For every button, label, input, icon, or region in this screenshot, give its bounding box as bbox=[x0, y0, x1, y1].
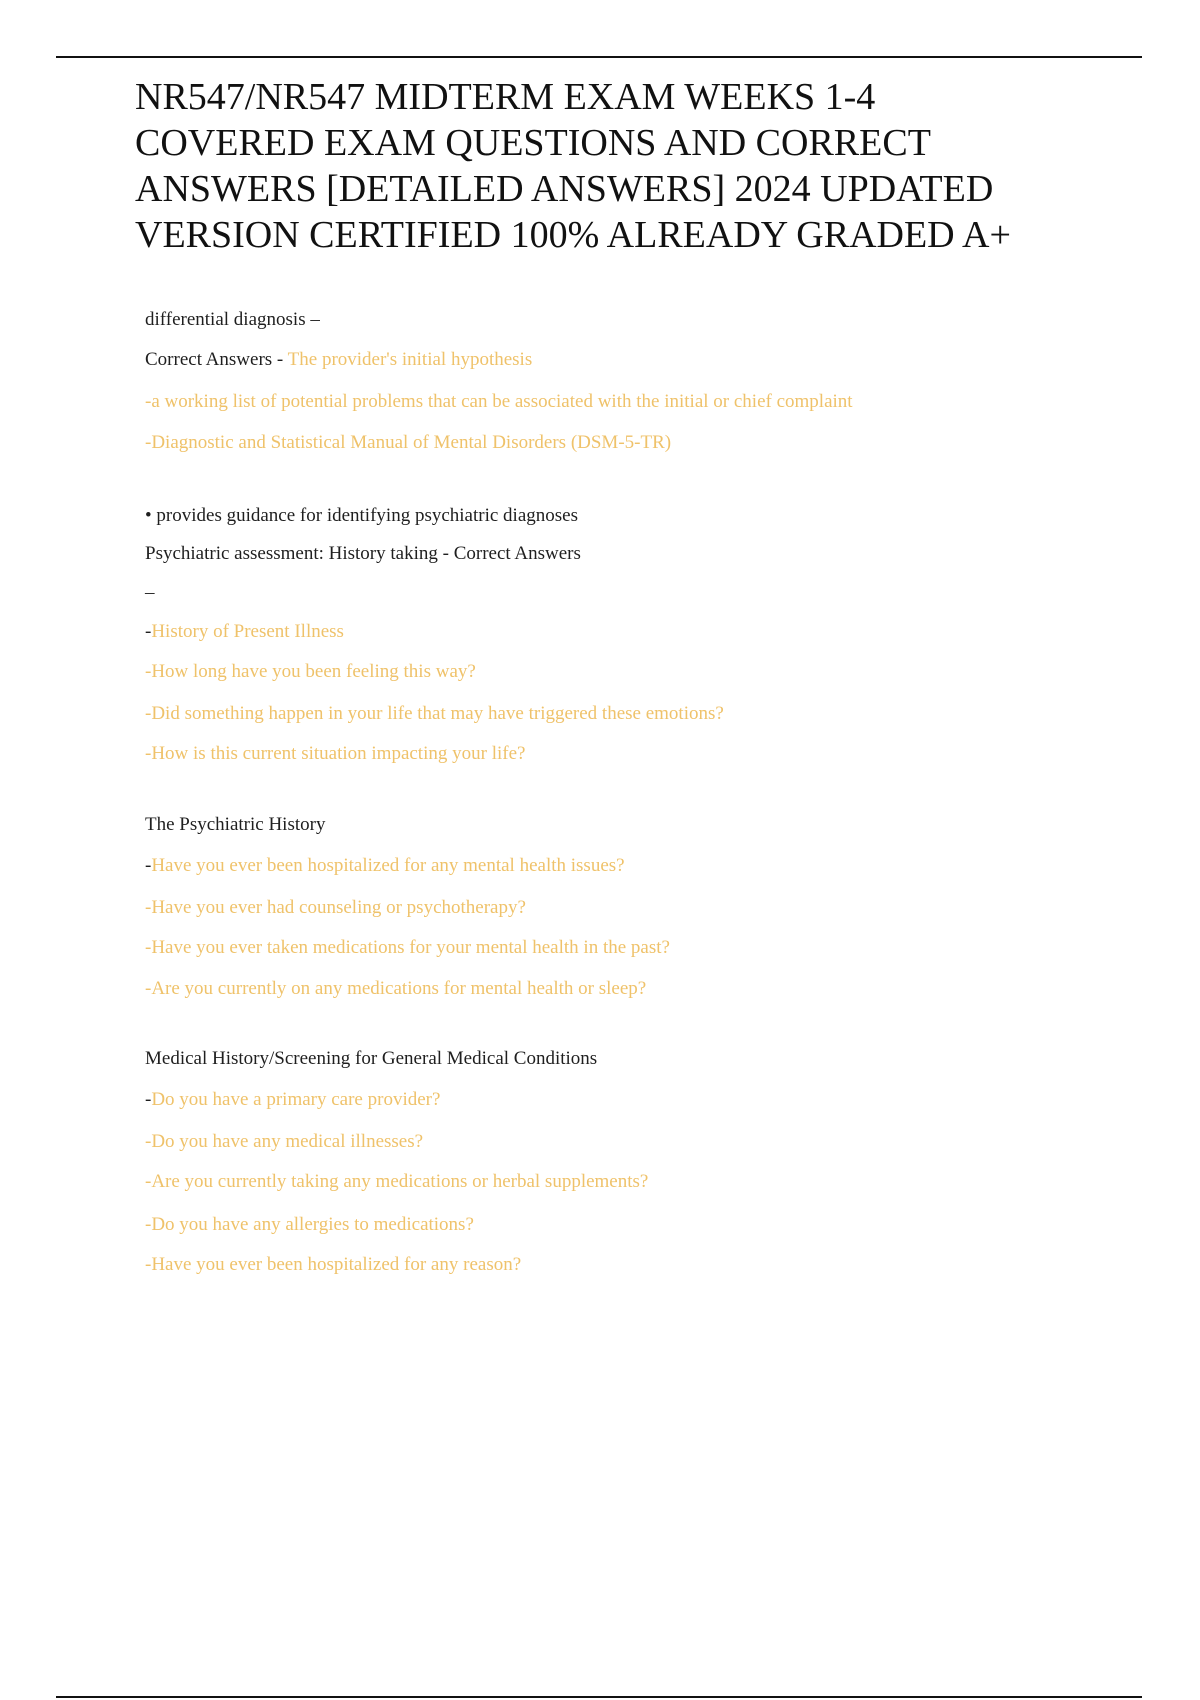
answer-text: Have you ever been hospitalized for any mental health issues? bbox=[151, 855, 625, 876]
answer-line bbox=[145, 854, 625, 878]
answer-text: -Did something happen in your life that may have triggered these emotions? bbox=[145, 703, 724, 724]
answer-text: -Are you currently taking any medications or herbal supplements? bbox=[145, 1171, 649, 1192]
answer-text: The provider's initial hypothesis bbox=[287, 349, 533, 370]
document-title bbox=[135, 74, 1145, 258]
answer-line bbox=[145, 348, 532, 372]
answer-text: -How long have you been feeling this way? bbox=[145, 661, 476, 682]
answer-text: -Have you ever been hospitalized for any reason? bbox=[145, 1254, 522, 1275]
answer-line bbox=[145, 620, 344, 644]
answer-text: -Have you ever had counseling or psychotherapy? bbox=[145, 897, 526, 918]
question-history-taking: Psychiatric assessment: History taking - Correct Answers bbox=[145, 543, 581, 564]
dash-marker: - bbox=[145, 855, 152, 876]
answer-text: Do you have a primary care provider? bbox=[151, 1089, 441, 1110]
section-heading-psychiatric-history: The Psychiatric History bbox=[145, 814, 326, 835]
title-line: VERSION CERTIFIED 100% ALREADY GRADED A+ bbox=[135, 214, 1011, 256]
title-line: ANSWERS [DETAILED ANSWERS] 2024 UPDATED bbox=[135, 168, 994, 210]
answer-text: -Have you ever taken medications for your mental health in the past? bbox=[145, 937, 670, 958]
answer-text: -Are you currently on any medications for mental health or sleep? bbox=[145, 978, 647, 999]
title-line: NR547/NR547 MIDTERM EXAM WEEKS 1-4 bbox=[135, 76, 876, 118]
answer-text: History of Present Illness bbox=[151, 621, 344, 642]
dash-marker: - bbox=[145, 621, 152, 642]
bottom-rule bbox=[56, 1696, 1142, 1698]
dash-line: – bbox=[145, 582, 155, 603]
answer-text: -Diagnostic and Statistical Manual of Mental Disorders (DSM-5-TR) bbox=[145, 432, 672, 453]
question-differential-diagnosis: differential diagnosis – bbox=[145, 309, 320, 330]
answer-text: -Do you have any allergies to medications? bbox=[145, 1214, 474, 1235]
answer-text: -a working list of potential problems that can be associated with the initial or chief complaint bbox=[145, 391, 853, 412]
correct-answers-label: Correct Answers - bbox=[145, 349, 288, 370]
title-line: COVERED EXAM QUESTIONS AND CORRECT bbox=[135, 122, 931, 164]
answer-text: -How is this current situation impacting your life? bbox=[145, 743, 526, 764]
answer-text: -Do you have any medical illnesses? bbox=[145, 1131, 424, 1152]
top-rule bbox=[56, 56, 1142, 58]
section-heading-medical-history: Medical History/Screening for General Medical Conditions bbox=[145, 1048, 598, 1069]
answer-line bbox=[145, 1088, 440, 1112]
dash-marker: - bbox=[145, 1089, 152, 1110]
bullet-text: • provides guidance for identifying psychiatric diagnoses bbox=[145, 505, 578, 526]
